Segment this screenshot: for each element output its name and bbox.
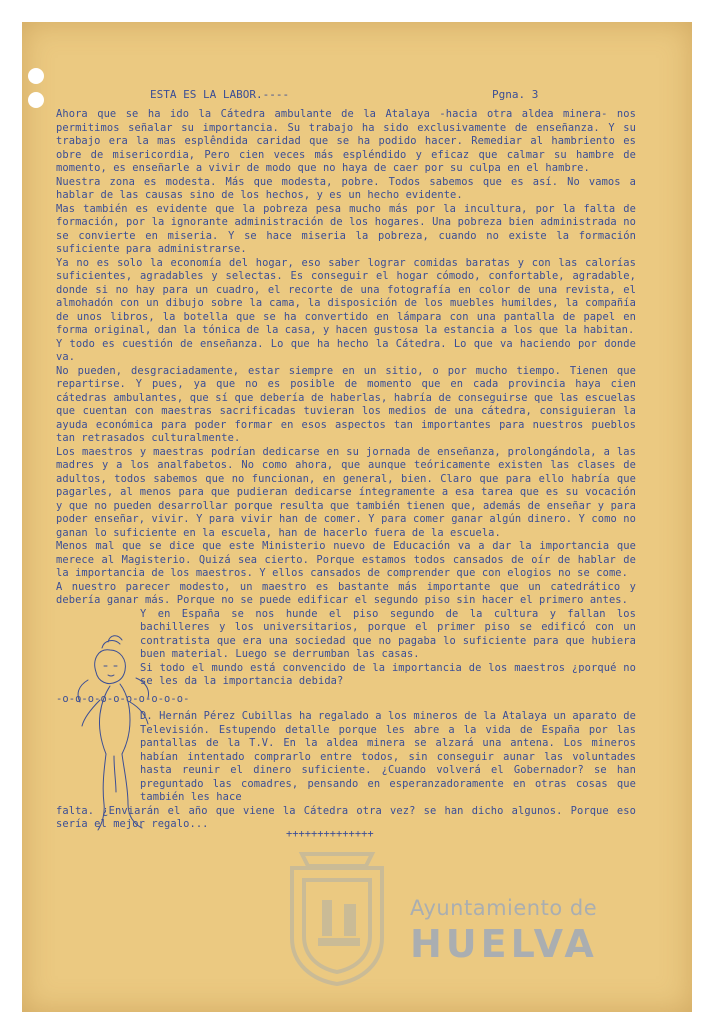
- document-title: ESTA ES LA LABOR.----: [150, 88, 290, 101]
- paragraph: D. Hernán Pérez Cubillas ha regalado a los mineros de la Atalaya un aparato de Televisión. Estupendo detalle porque les abre a la vida de España por las pantallas de la T.V. En la aldea minera se alzará una antena. Los mineros habían intentado comprarlo entre todos, sin conseguir aunar las voluntades hasta reunir el dinero suficiente. ¿Cuando volverá el Gobernador? se han preguntado las comadres, pensando en esperanzadoramente en otras cosas que también les hace: [140, 710, 636, 803]
- paragraph: Mas también es evidente que la pobreza pesa mucho más por la incultura, por la falta de formación, por la ignorante administración de los hogares. Una pobreza bien administrada no se convierte en miseria. Y se hace miseria la pobreza, cuando no existe la formación suficiente para administrarse.: [56, 202, 636, 255]
- watermark-logo-text: HUELVA: [410, 922, 598, 966]
- paragraph: Ya no es solo la economía del hogar, eso saber lograr comidas baratas y con las calorías suficientes, agradables y selectas. Es conseguir el hogar cómodo, confortable, agradable, donde si no hay para un cuadro, el recorte de una fotografía en color de una revista, el almohadón con un dibujo sobre la cama, la disposición de los muebles humildes, la compañía de unos libros, la botella que se ha convertido en lámpara con una pantalla de papel en forma original, dan la tónica de la casa, y hacen gustosa la estancia a los que la habitan.: [56, 256, 636, 336]
- paragraph: Y en España se nos hunde el piso segundo de la cultura y fallan los bachilleres y los universitarios, porque el primer piso se edificó con un contratista que era una sociedad que no pagaba lo suficiente para que hubiera buen material. Luego se derrumban las casas.: [140, 607, 636, 660]
- paragraph: Los maestros y maestras podrían dedicarse en su jornada de enseñanza, prolongándola, a las madres y a los analfabetos. No como ahora, que aunque teóricamente existen las clases de adultos, todos sabemos que no funcionan, en general, bien. Claro que para ello habría que pagarles, al menos para que pudieran dedicarse íntegramente a esa tarea que es su vocación y que no pueden desarrollar porque resulta que también tienen que, además de enseñar y para poder enseñar, vivir. Y para vivir han de comer. Y para comer ganar algún dinero. Y como no ganan lo suficiente en la escuela, han de hacerlo fuera de la escuela.: [56, 445, 636, 539]
- child-sketch-icon: [58, 620, 178, 840]
- end-mark: ++++++++++++++: [286, 828, 374, 840]
- paragraph: Nuestra zona es modesta. Más que modesta, pobre. Todos sabemos que es así. No vamos a hablar de las causas sino de los hechos, y es un hecho evidente.: [56, 175, 636, 201]
- paragraph: Si todo el mundo está convencido de la importancia de los maestros ¿porqué no se les da la importancia debida?: [140, 661, 636, 687]
- paragraph: Ahora que se ha ido la Cátedra ambulante de la Atalaya -hacia otra aldea minera- nos permitimos señalar su importancia. Su trabajo ha sido exclusivamente de enseñanza. Y su trabajo era la mas esplêndida caridad que se ha podido hacer. Remediar al hambriento es obre de misericordia, Pero cien veces más espléndido y eficaz que calmar su hambre de momento, es enseñarle a vivir de modo que no haya de caer por su culpa en el hambre.: [56, 108, 636, 174]
- watermark: [410, 896, 598, 966]
- paragraph: Y todo es cuestión de enseñanza. Lo que ha hecho la Cátedra. Lo que va haciendo por donde va.: [56, 337, 636, 363]
- separator: -o-o-o-o-o-o-o-o-o-o-: [56, 692, 190, 705]
- watermark-line: Ayuntamiento de: [410, 896, 598, 920]
- huelva-seal-icon: [282, 848, 392, 988]
- paragraph: A nuestro parecer modesto, un maestro es bastante más importante que un catedrático y debería ganar más. Porque no se puede edificar el segundo piso sin hacer el primero antes.: [56, 580, 636, 606]
- paragraph: falta. ¿Enviarán el año que viene la Cátedra otra vez? se han dicho algunos. Porque eso sería el mejor regalo...: [56, 804, 636, 830]
- paragraph: No pueden, desgraciadamente, estar siempre en un sitio, o por mucho tiempo. Tienen que repartirse. Y pues, ya que no es posible de momento que en cada provincia haya cien cátedras ambulantes, que sí que debería de haberlas, habría de conseguirse que las escuelas que cuentan con maestras sacrificadas tuvieran los medios de una cátedra, consiguieran la ayuda económica para poder formar en esos aspectos tan importantes para nuestros pueblos tan retrasados culturalmente.: [56, 364, 636, 444]
- paragraph: Menos mal que se dice que este Ministerio nuevo de Educación va a dar la importancia que merece al Magisterio. Quizá sea cierto. Porque estamos todos cansados de oír de hablar de la importancia de los maestros. Y ellos cansados de comprender que con elogios no se come.: [56, 540, 636, 579]
- page-number: Pgna. 3: [492, 88, 539, 101]
